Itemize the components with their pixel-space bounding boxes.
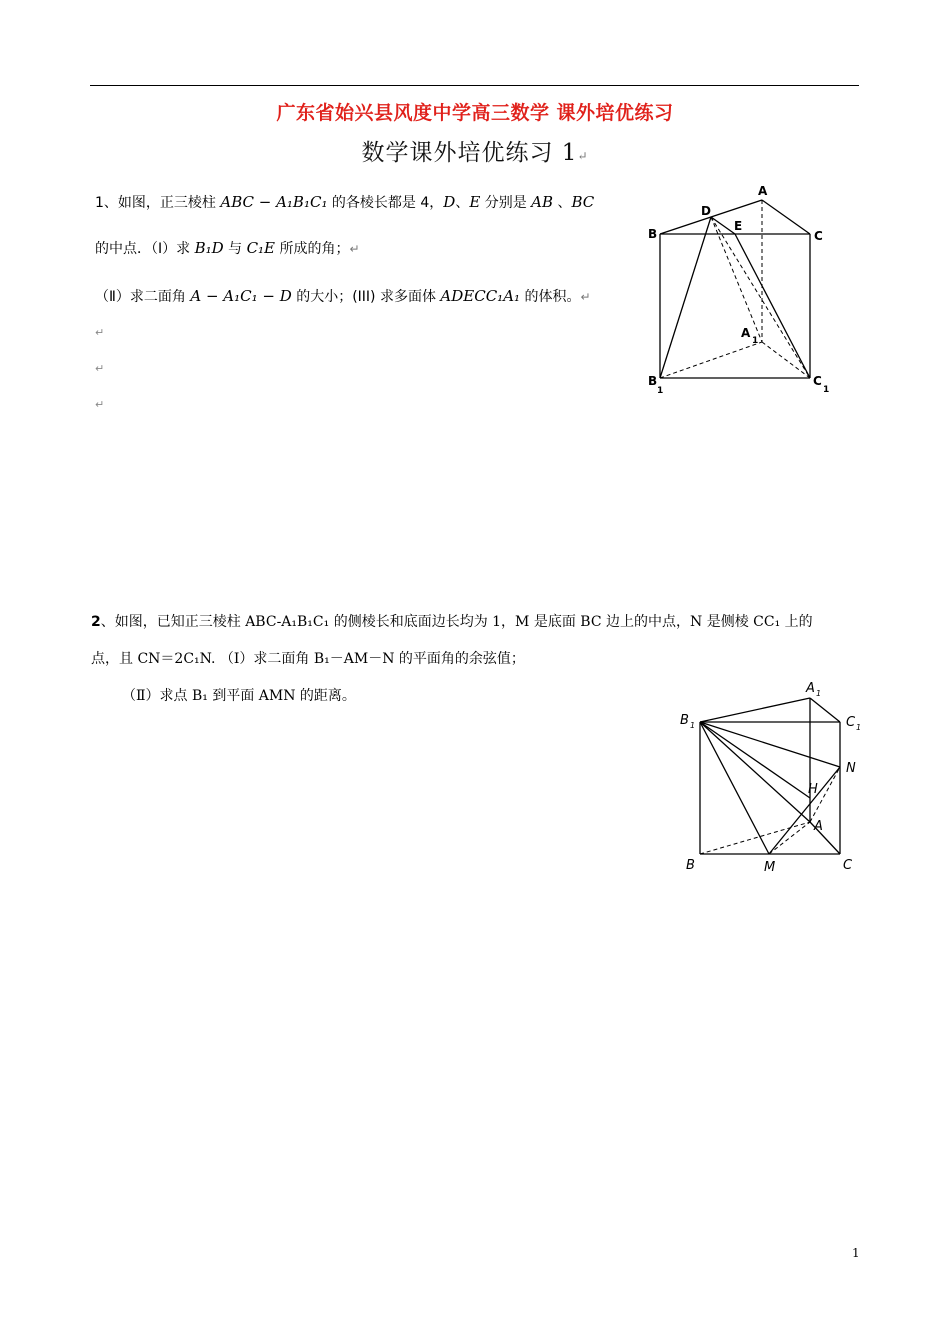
header-title: 广东省始兴县风度中学高三数学 课外培优练习 [276, 102, 674, 124]
problem2-text: 、如图，已知正三棱柱 ABC-A₁B₁C₁ 的侧棱长和底面边长均为 1，M 是底面 BC 边上的中点，N 是侧棱 CC₁ 上的 [100, 614, 813, 630]
line-ec1 [735, 234, 810, 378]
label-h: H [808, 782, 818, 797]
label-a: A [758, 184, 768, 198]
edge-a1c1 [810, 698, 840, 722]
label-c: C [814, 229, 823, 243]
prism-figure-1 [640, 180, 840, 400]
problem1-text: 如图，正三棱柱 [117, 195, 221, 211]
problem1-line2 [95, 238, 360, 258]
edge-a1c1 [762, 342, 810, 378]
label-e: E [734, 219, 743, 233]
point-e: E [469, 193, 481, 211]
problem2-line2: 点，且 CN＝2C₁N. （Ⅰ）求二面角 B₁－AM－N 的平面角的余弦值； [91, 651, 525, 667]
problem1-line1 [95, 192, 594, 212]
label-b1: B [680, 713, 689, 728]
return-mark: ↵ [95, 362, 105, 375]
page-number: 1 [852, 1246, 860, 1260]
prism-name: ABC − A₁B₁C₁ [220, 193, 328, 211]
line-b1a [700, 722, 810, 822]
label-a1-sub: 1 [816, 689, 822, 698]
edge-b1a1 [700, 698, 810, 722]
label-n: N [846, 761, 856, 776]
label-c1: C [813, 374, 822, 388]
label-a1-sub: 1 [752, 336, 759, 346]
label-c1: C [846, 715, 856, 730]
problem1-text: 的中点．（Ⅰ）求 [95, 241, 195, 257]
problem1-text: 的各棱长都是 4， [327, 195, 444, 211]
edge-b1a1 [660, 342, 762, 378]
problem2-line1 [91, 611, 813, 631]
label-b1: B [648, 374, 658, 388]
return-mark: ↵ [577, 149, 589, 163]
line-b1d [660, 217, 711, 378]
label-b: B [648, 227, 658, 241]
label-c1-sub: 1 [823, 385, 830, 395]
label-c1-sub: 1 [856, 723, 862, 732]
line-mn [769, 767, 840, 854]
problem2-line3: （Ⅱ）求点 B₁ 到平面 AMN 的距离。 [122, 688, 356, 704]
problem1-text: （Ⅱ）求二面角 [95, 289, 191, 305]
label-b1-sub: 1 [657, 386, 664, 396]
document-title-text: 数学课外培优练习 1 [361, 140, 578, 166]
label-a: A [814, 819, 823, 834]
label-b: B [686, 858, 695, 873]
line-b1n [700, 722, 840, 767]
return-mark: ↵ [95, 398, 105, 411]
problem1-text: 的体积。 [520, 289, 581, 305]
prism-figure-2 [672, 672, 872, 882]
return-mark: ↵ [95, 326, 105, 339]
point-d: D [443, 193, 456, 211]
problem1-text: 与 [223, 241, 247, 257]
label-d: D [701, 204, 711, 218]
label-b1-sub: 1 [690, 721, 696, 730]
problem1-number: 1、 [95, 195, 118, 211]
separator: 、 [455, 195, 470, 211]
document-title [0, 134, 950, 167]
line-b1m [700, 722, 769, 854]
line-b1h [700, 722, 810, 798]
problem1-line3 [95, 286, 591, 306]
polyhedron-name: ADECC₁A₁ [440, 287, 521, 305]
segment-bc: BC [571, 193, 595, 211]
problem1-text: 所成的角； [275, 241, 350, 257]
segment-c1e: C₁E [246, 239, 276, 257]
return-mark: ↵ [580, 290, 591, 304]
segment-ab: AB [531, 193, 554, 211]
line-dc1 [711, 217, 810, 378]
problem2-number: 2 [91, 614, 101, 630]
problem1-text: 分别是 [480, 195, 532, 211]
separator: 、 [553, 195, 572, 211]
problem1-text: 的大小；(III) 求多面体 [291, 289, 441, 305]
edge-ac [762, 200, 810, 234]
top-rule [90, 85, 859, 86]
line-ma [769, 822, 810, 854]
label-a1: A [741, 326, 751, 340]
label-a1: A [806, 681, 815, 696]
dihedral-angle: A − A₁C₁ − D [190, 287, 292, 305]
label-m: M [764, 860, 776, 875]
segment-b1d: B₁D [194, 239, 224, 257]
label-c: C [843, 858, 853, 873]
return-mark: ↵ [349, 242, 360, 256]
